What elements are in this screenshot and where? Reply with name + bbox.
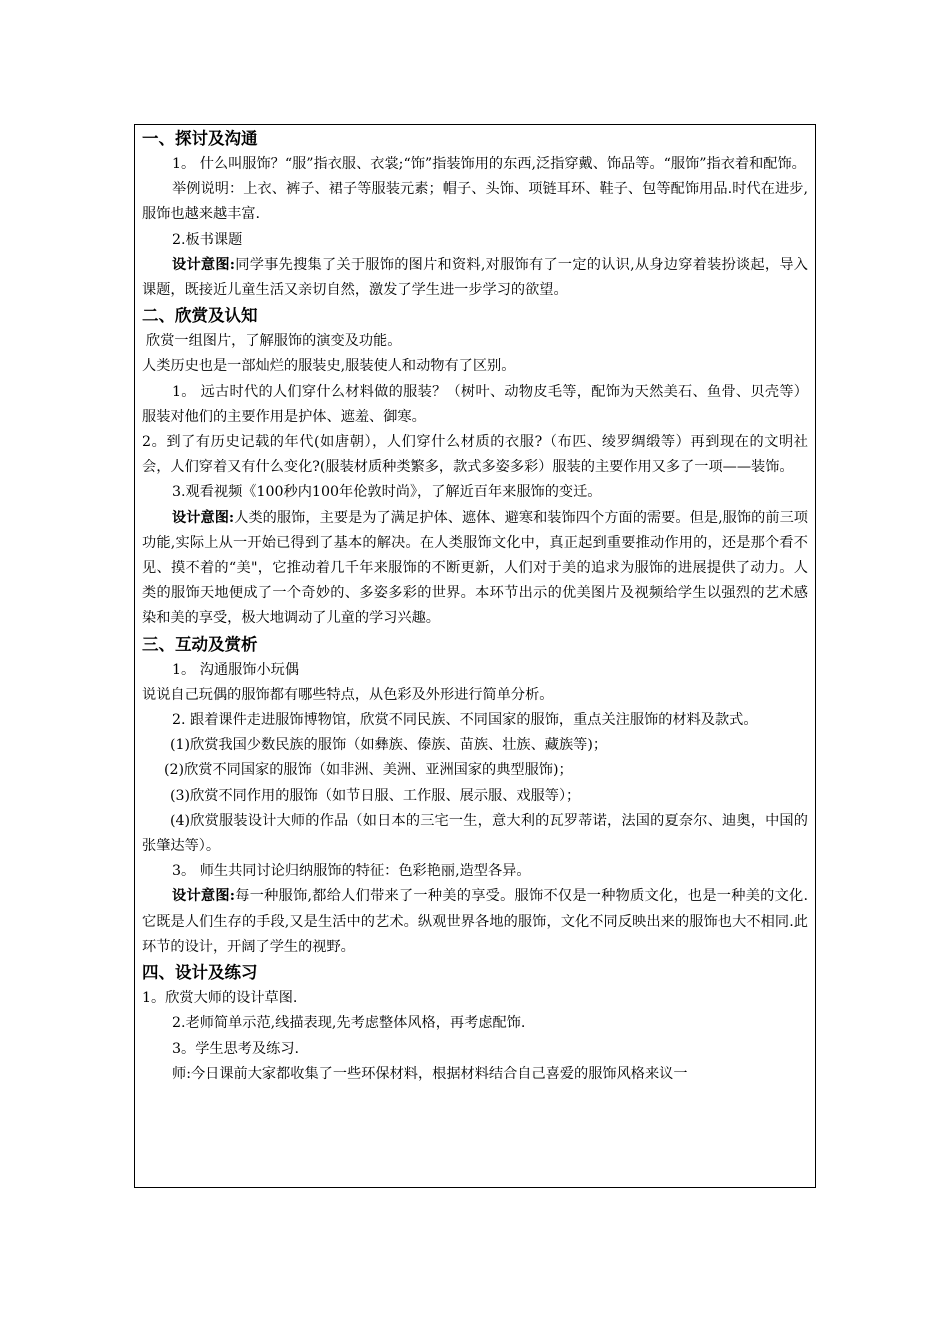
design-intent-text: 同学事先搜集了关于服饰的图片和资料,对服饰有了一定的认识,从身边穿着装扮谈起，导入课题，既接近儿童生活又亲切自然，激发了学生进一步学习的欲望。 — [142, 256, 808, 299]
paragraph: 2. 跟着课件走进服饰博物馆，欣赏不同民族、不同国家的服饰，重点关注服饰的材料及款式。 — [172, 712, 758, 729]
section-heading-2: 二、欣赏及认知 — [142, 306, 258, 326]
paragraph: 说说自己玩偶的服饰都有哪些特点，从色彩及外形进行简单分析。 — [142, 686, 554, 703]
paragraph: (1)欣赏我国少数民族的服饰（如彝族、傣族、苗族、壮族、藏族等)； — [170, 737, 608, 754]
paragraph: 2.板书课题 — [172, 231, 243, 248]
design-intent-label: 设计意图: — [172, 509, 235, 526]
paragraph: 1。 什么叫服饰？“服”指衣服、衣裳;“饰”指装饰用的东西,泛指穿戴、饰品等。“服饰”指衣着和配饰。 — [172, 156, 806, 172]
design-intent-label: 设计意图: — [172, 256, 236, 273]
design-intent-paragraph — [142, 884, 808, 960]
paragraph: 1。 沟通服饰小玩偶 — [172, 661, 300, 678]
paragraph: 欣赏一组图片，了解服饰的演变及功能。 — [146, 333, 402, 350]
design-intent-paragraph — [142, 506, 808, 632]
paragraph: 1。欣赏大师的设计草图. — [142, 990, 298, 1007]
section-heading-3: 三、互动及赏析 — [142, 634, 258, 654]
design-intent-text: 人类的服饰，主要是为了满足护体、遮体、避寒和装饰四个方面的需要。但是,服饰的前三项功能,实际上从一开始已得到了基本的解决。在人类服饰文化中，真正起到重要推动作用的，还是那个看不见、摸不着的“美"，它推动着几千年来服饰的不断更新，人们对于美的追求为服饰的进展提供了动力。人类的服饰天地便成了一个奇妙的、多姿多彩的世界。本环节出示的优美图片及视频给学生以强烈的艺术感染和美的享受，极大地调动了儿童的学习兴趣。 — [142, 509, 808, 627]
paragraph: 2。到了有历史记载的年代(如唐朝），人们穿什么材质的衣服?（布匹、绫罗绸缎等）再到现在的文明社会，人们穿着又有什么变化?(服装材质种类繁多，款式多姿多彩）服装的主要作用又多了一项——装饰。 — [142, 434, 808, 476]
paragraph: 3。学生思考及练习. — [172, 1040, 300, 1057]
lesson-plan-content — [142, 126, 808, 1087]
paragraph: (2)欣赏不同国家的服饰（如非洲、美洲、亚洲国家的典型服饰)； — [164, 762, 573, 779]
paragraph: 3。 师生共同讨论归纳服饰的特征：色彩艳丽,造型各异。 — [172, 863, 531, 880]
paragraph: 3.观看视频《100秒内100年伦敦时尚》，了解近百年来服饰的变迁。 — [172, 484, 602, 501]
paragraph: 1。 远古时代的人们穿什么材料做的服装？（树叶、动物皮毛等，配饰为天然美石、鱼骨、贝壳等）服装对他们的主要作用是护体、遮羞、御寒。 — [142, 383, 808, 425]
paragraph: (4)欣赏服装设计大师的作品（如日本的三宅一生，意大利的瓦罗蒂诺，法国的夏奈尔、迪奥，中国的张肇达等）。 — [142, 812, 808, 855]
paragraph: 人类历史也是一部灿烂的服装史,服装使人和动物有了区别。 — [142, 358, 516, 375]
design-intent-text: 每一种服饰,都给人们带来了一种美的享受。服饰不仅是一种物质文化，也是一种美的文化.它既是人们生存的手段,又是生活中的艺术。纵观世界各地的服饰，文化不同反映出来的服饰也大不相同.此环节的设计，开阔了学生的视野。 — [142, 888, 808, 955]
design-intent-paragraph — [142, 253, 808, 303]
paragraph: 举例说明：上衣、裤子、裙子等服装元素；帽子、头饰、项链耳环、鞋子、包等配饰用品.时代在进步,服饰也越来越丰富. — [142, 181, 808, 223]
design-intent-label: 设计意图: — [172, 888, 236, 905]
paragraph: 2.老师简单示范,线描表现,先考虑整体风格，再考虑配饰. — [172, 1015, 526, 1032]
section-heading-1: 一、探讨及沟通 — [142, 129, 258, 148]
paragraph: (3)欣赏不同作用的服饰（如节日服、工作服、展示服、戏服等）； — [170, 787, 581, 804]
section-heading-4: 四、设计及练习 — [142, 963, 258, 983]
paragraph: 师:今日课前大家都收集了一些环保材料，根据材料结合自己喜爱的服饰风格来议一 — [172, 1065, 688, 1082]
